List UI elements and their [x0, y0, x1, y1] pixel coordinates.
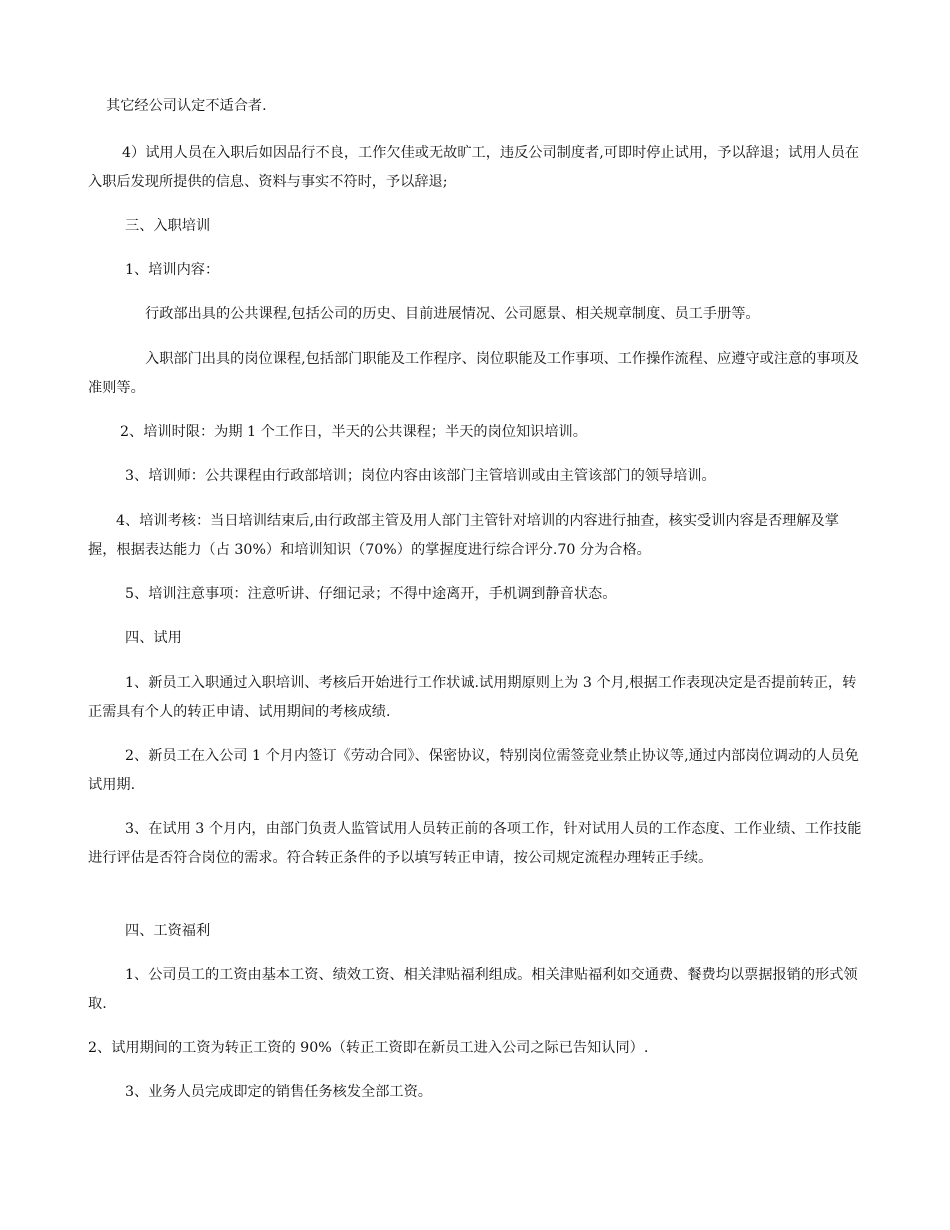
- paragraph-probation-evaluation: 3、在试用 3 个月内，由部门负责人监管试用人员转正前的各项工作，针对试用人员的工作态度、工作业绩、工作技能进行评估是否符合岗位的需求。符合转正条件的予以填写转正申请，按公司规定流程办理转正手续。: [88, 821, 862, 866]
- paragraph-unsuitable-candidates: 其它经公司认定不适合者.: [106, 98, 267, 114]
- paragraph-salary-composition: 1、公司员工的工资由基本工资、绩效工资、相关津贴福利组成。相关津贴福利如交通费、餐费均以票据报销的形式领取.: [88, 967, 858, 1012]
- paragraph-training-assessment: 4、培训考核：当日培训结束后,由行政部主管及用人部门主管针对培训的内容进行抽查，核实受训内容是否理解及掌握，根据表达能力（占 30%）和培训知识（70%）的掌握度进行综合评分.70 分为合格。: [88, 513, 839, 558]
- paragraph-probation-salary: 2、试用期间的工资为转正工资的 90%（转正工资即在新员工进入公司之际已告知认同）.: [88, 1040, 649, 1056]
- section-heading-probation: 四、试用: [125, 630, 182, 646]
- paragraph-position-course: 入职部门出具的岗位课程,包括部门职能及工作程序、岗位职能及工作事项、工作操作流程、应遵守或注意的事项及准则等。: [88, 351, 859, 396]
- section-heading-onboarding-training: 三、入职培训: [125, 218, 211, 234]
- section-heading-salary-benefits: 四、工资福利: [125, 923, 211, 939]
- paragraph-labor-contract: 2、新员工在入公司 1 个月内签订《劳动合同》、保密协议，特别岗位需签竞业禁止协议等,通过内部岗位调动的人员免试用期.: [88, 748, 859, 793]
- paragraph-public-course: 行政部出具的公共课程,包括公司的历史、目前进展情况、公司愿景、相关规章制度、员工手册等。: [145, 306, 760, 322]
- paragraph-training-duration: 2、培训时限：为期 1 个工作日，半天的公共课程；半天的岗位知识培训。: [120, 424, 587, 440]
- paragraph-training-content: 1、培训内容：: [125, 262, 220, 278]
- paragraph-probation-dismissal: 4）试用人员在入职后如因品行不良，工作欠佳或无故旷工，违反公司制度者,可即时停止试用，予以辞退；试用人员在入职后发现所提供的信息、资料与事实不符时，予以辞退;: [88, 145, 860, 190]
- paragraph-training-notes: 5、培训注意事项：注意听讲、仔细记录；不得中途离开，手机调到静音状态。: [125, 586, 617, 602]
- paragraph-probation-period: 1、新员工入职通过入职培训、考核后开始进行工作状诚.试用期原则上为 3 个月,根据工作表现决定是否提前转正，转正需具有个人的转正申请、试用期间的考核成绩.: [88, 675, 857, 720]
- paragraph-trainer: 3、培训师：公共课程由行政部培训；岗位内容由该部门主管培训或由主管该部门的领导培训。: [125, 468, 716, 484]
- paragraph-sales-salary: 3、业务人员完成即定的销售任务核发全部工资。: [125, 1084, 432, 1100]
